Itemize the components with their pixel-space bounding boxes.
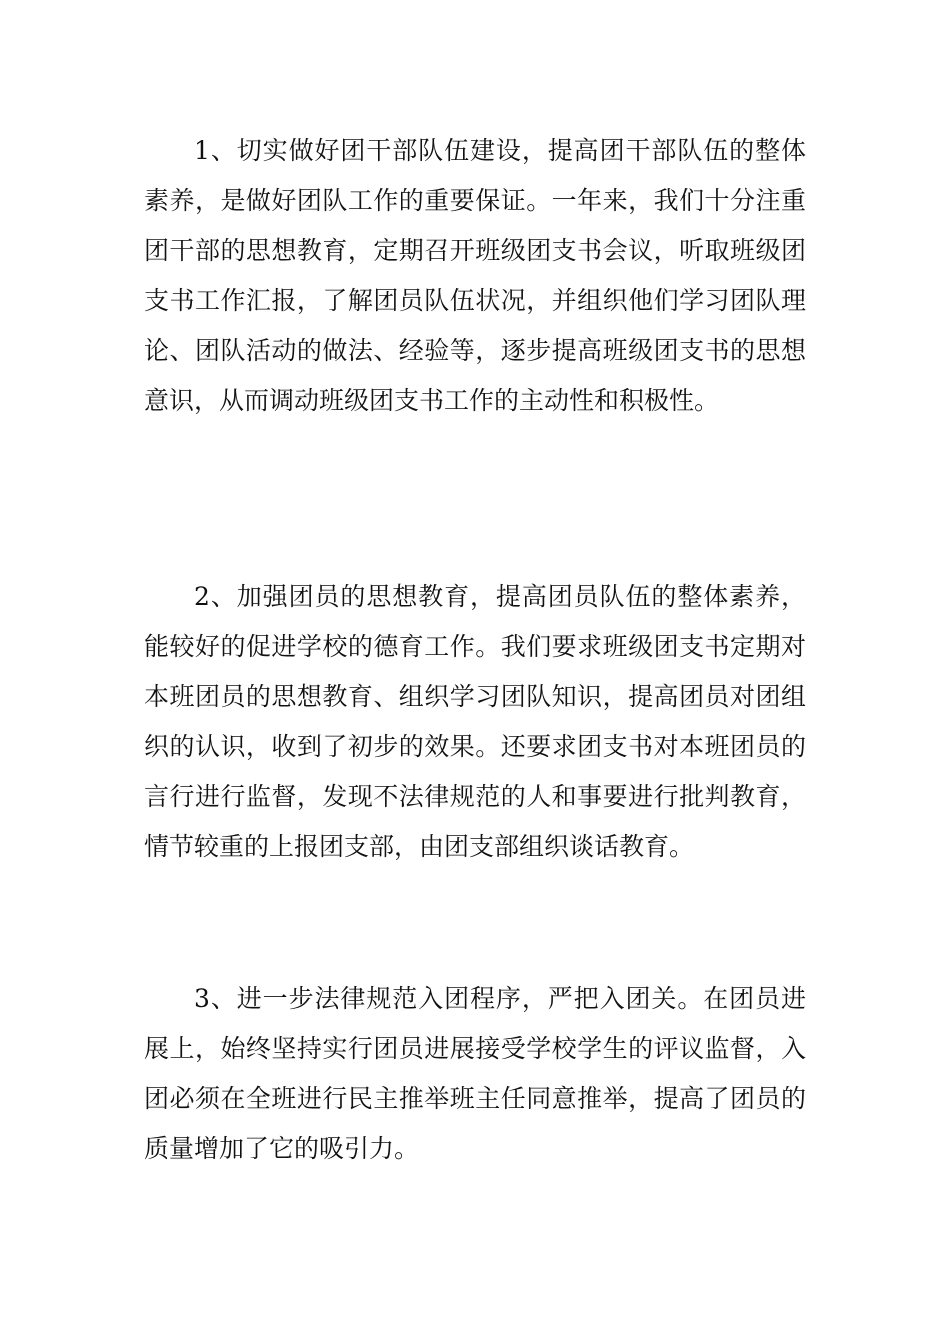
- paragraph-1: 1、切实做好团干部队伍建设，提高团干部队伍的整体素养，是做好团队工作的重要保证。一年来，我们十分注重团干部的思想教育，定期召开班级团支书会议，听取班级团支书工作汇报，了解团员队伍状况，并组织他们学习团队理论、团队活动的做法、经验等，逐步提高班级团支书的思想意识，从而调动班级团支书工作的主动性和积极性。: [144, 136, 806, 415]
- paragraph-2: 2、加强团员的思想教育，提高团员队伍的整体素养，能较好的促进学校的德育工作。我们要求班级团支书定期对本班团员的思想教育、组织学习团队知识，提高团员对团组织的认识，收到了初步的效果。还要求团支书对本班团员的言行进行监督，发现不法律规范的人和事要进行批判教育，情节较重的上报团支部，由团支部组织谈话教育。: [144, 582, 806, 861]
- paragraph-3: 3、进一步法律规范入团程序，严把入团关。在团员进展上，始终坚持实行团员进展接受学校学生的评议监督，入团必须在全班进行民主推举班主任同意推举，提高了团员的质量增加了它的吸引力。: [144, 984, 806, 1163]
